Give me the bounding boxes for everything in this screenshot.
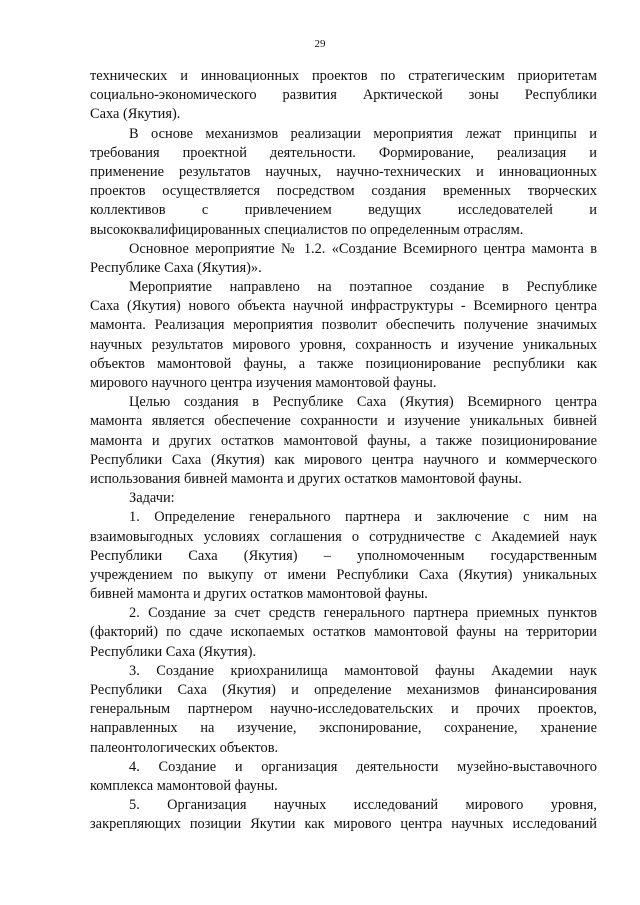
text-line: мамонта. Реализация мероприятия позволит обеспечить получение значимых bbox=[90, 317, 597, 334]
text-line: учреждением по выкупу от имени Республики Саха (Якутия) уникальных bbox=[90, 566, 597, 583]
tasks-heading: Задачи: bbox=[129, 490, 175, 507]
text-line: объектов мамонтовой фауны, а также позиционирование республики как bbox=[90, 355, 597, 372]
text-line: мирового научного центра изучения мамонтовой фауны. bbox=[90, 375, 437, 391]
text-line: социально-экономического развития Арктической зоны Республики bbox=[90, 87, 597, 104]
text-line: требования проектной деятельности. Формирование, реализация и bbox=[90, 144, 597, 161]
text-line: Республики Саха (Якутия) – уполномоченным государственным bbox=[90, 547, 597, 564]
paragraph-first-line: Мероприятие направлено на поэтапное создание в Республике bbox=[129, 279, 597, 296]
text-line: Саха (Якутия) нового объекта научной инфраструктуры - Всемирного центра bbox=[90, 298, 597, 315]
task-item-4: 4. Создание и организация деятельности музейно-выставочного bbox=[129, 758, 597, 775]
text-line: Республики Саха (Якутия) как мирового центра научного и коммерческого bbox=[90, 451, 597, 468]
text-line: комплекса мамонтовой фауны. bbox=[90, 777, 278, 794]
section-heading-line: Основное мероприятие № 1.2. «Создание Всемирного центра мамонта в bbox=[129, 240, 597, 257]
section-heading-line: Республике Саха (Якутия)». bbox=[90, 259, 262, 276]
page-number: 29 bbox=[314, 38, 326, 50]
text-line: проектов осуществляется посредством создания временных творческих bbox=[90, 183, 597, 200]
text-line: бивней мамонта и других остатков мамонтовой фауны. bbox=[90, 586, 428, 603]
text-line: коллективов с привлечением ведущих исследователей и bbox=[90, 202, 597, 219]
text-line: высококвалифицированных специалистов по определенным отраслям. bbox=[90, 221, 524, 238]
text-line: палеонтологических объектов. bbox=[90, 739, 279, 756]
text-line: использования бивней мамонта и других остатков мамонтовой фауны. bbox=[90, 470, 522, 487]
task-item-3: 3. Создание криохранилища мамонтовой фауны Академии наук bbox=[129, 662, 597, 679]
text-line: технических и инновационных проектов по стратегическим приоритетам bbox=[90, 68, 597, 84]
text-line: направленных на изучение, экспонирование, сохранение, хранение bbox=[90, 720, 597, 737]
text-line: мамонта является обеспечение сохранности и изучение уникальных бивней bbox=[90, 413, 597, 430]
text-line: взаимовыгодных условиях соглашения о сотрудничестве с Академией наук bbox=[90, 528, 597, 545]
body-text bbox=[90, 67, 597, 835]
text-line: генеральным партнером научно-исследовательских и прочих проектов, bbox=[90, 701, 597, 718]
task-item-1: 1. Определение генерального партнера и заключение с ним на bbox=[129, 509, 597, 526]
text-line: мамонта и других остатков мамонтовой фауны, а также позиционирование bbox=[90, 432, 597, 449]
task-item-5: 5. Организация научных исследований мирового уровня, bbox=[129, 797, 597, 814]
task-item-2: 2. Создание за счет средств генерального партнера приемных пунктов bbox=[129, 605, 597, 622]
paragraph-first-line: Целью создания в Республике Саха (Якутия) Всемирного центра bbox=[129, 394, 597, 411]
text-line: Республики Саха (Якутия). bbox=[90, 643, 257, 660]
text-line: научных результатов мирового уровня, сохранность и изучение уникальных bbox=[90, 336, 597, 353]
text-line: (факторий) по сдаче ископаемых остатков мамонтовой фауны на территории bbox=[90, 624, 597, 641]
paragraph-first-line: В основе механизмов реализации мероприятия лежат принципы и bbox=[129, 125, 597, 142]
text-line: Саха (Якутия). bbox=[90, 106, 181, 123]
text-line: закрепляющих позиции Якутии как мирового центра научных исследований bbox=[90, 816, 597, 833]
text-line: применение результатов научных, научно-технических и инновационных bbox=[90, 163, 597, 180]
text-line: Республики Саха (Якутия) и определение механизмов финансирования bbox=[90, 682, 597, 698]
